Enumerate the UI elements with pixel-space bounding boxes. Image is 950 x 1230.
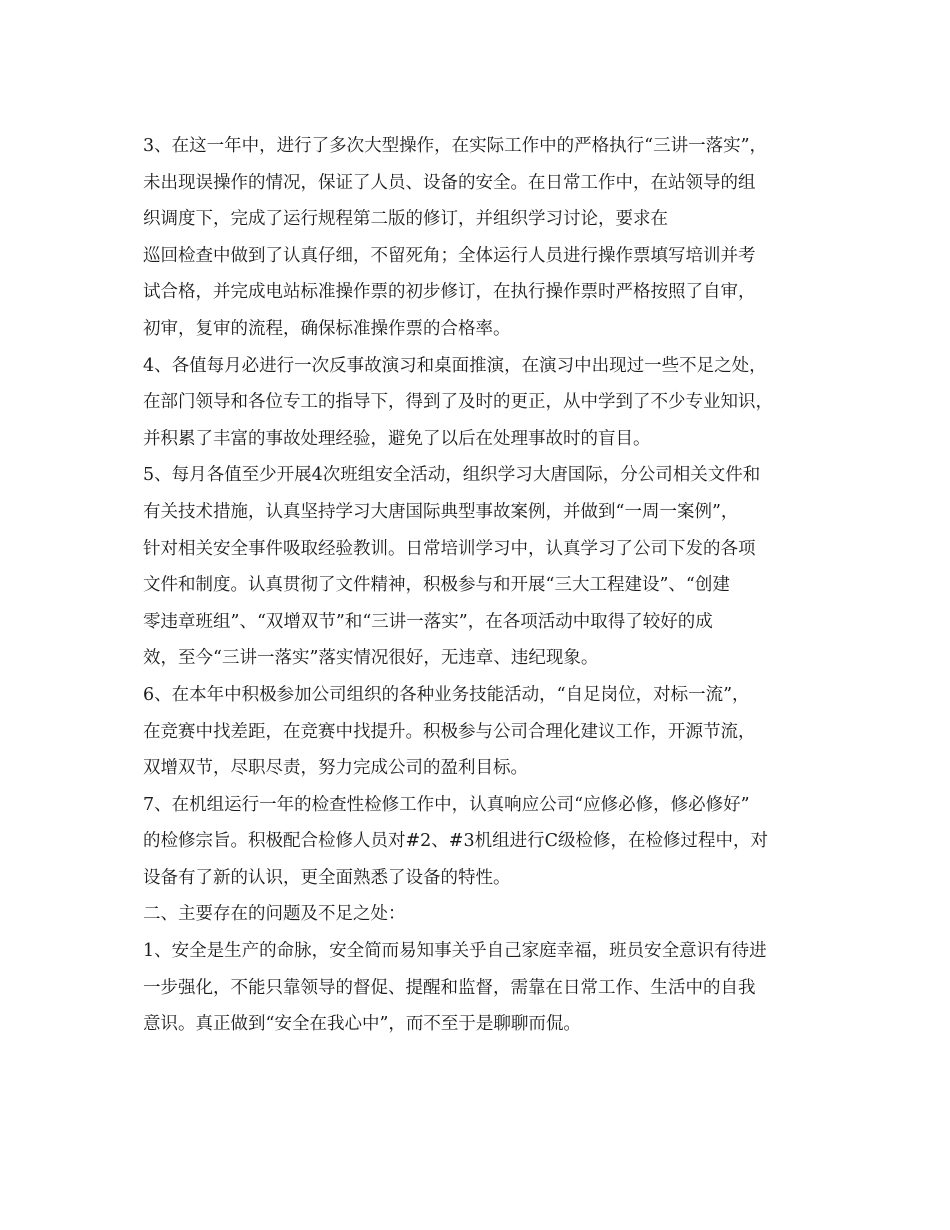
text-line: 巡回检查中做到了认真仔细，不留死角；全体运行人员进行操作票填写培训并考 <box>143 245 756 266</box>
text-line: 6、在本年中积极参加公司组织的各种业务技能活动，“自足岗位，对标一流”， <box>143 684 750 705</box>
text-line: 试合格，并完成电站标准操作票的初步修订，在执行操作票时严格按照了自审， <box>143 282 756 303</box>
text-line: 未出现误操作的情况，保证了人员、设备的安全。在日常工作中，在站领导的组 <box>143 172 756 193</box>
text-line: 7、在机组运行一年的检查性检修工作中，认真响应公司“应修必修，修必修好” <box>143 794 750 815</box>
text-line: 双增双节，尽职尽责，努力完成公司的盈利目标。 <box>143 758 528 779</box>
text-line: 5、每月各值至少开展4次班组安全活动，组织学习大唐国际，分公司相关文件和 <box>143 465 761 486</box>
text-line: 1、安全是生产的命脉，安全简而易知事关乎自己家庭幸福，班员安全意识有待进 <box>143 941 767 962</box>
text-line: 一步强化，不能只靠领导的督促、提醒和监督，需靠在日常工作、生活中的自我 <box>143 977 756 998</box>
text-line: 针对相关安全事件吸取经验教训。日常培训学习中，认真学习了公司下发的各项 <box>143 538 756 559</box>
document-body <box>143 128 823 1043</box>
text-line: 初审，复审的流程，确保标准操作票的合格率。 <box>143 318 511 339</box>
text-line: 有关技术措施，认真坚持学习大唐国际典型事故案例，并做到“一周一案例”， <box>143 501 739 522</box>
text-line: 意识。真正做到“安全在我心中”，而不至于是聊聊而侃。 <box>143 1014 581 1035</box>
text-line: 在部门领导和各位专工的指导下，得到了及时的更正，从中学到了不少专业知识， <box>143 392 773 413</box>
text-line: 文件和制度。认真贯彻了文件精神，积极参与和开展“三大工程建设”、“创建 <box>143 575 730 596</box>
text-line: 并积累了丰富的事故处理经验，避免了以后在处理事故时的盲目。 <box>143 428 651 449</box>
text-line: 织调度下，完成了运行规程第二版的修订，并组织学习讨论，要求在 <box>143 209 668 230</box>
text-line: 效，至今“三讲一落实”落实情况很好，无违章、违纪现象。 <box>143 648 599 669</box>
section-heading: 二、主要存在的问题及不足之处： <box>143 904 406 925</box>
text-line: 设备有了新的认识，更全面熟悉了设备的特性。 <box>143 867 511 888</box>
text-line: 的检修宗旨。积极配合检修人员对#2、#3机组进行C级检修，在检修过程中，对 <box>143 831 768 852</box>
text-line: 零违章班组”、“双增双节”和“三讲一落实”，在各项活动中取得了较好的成 <box>143 611 713 632</box>
text-line: 3、在这一年中，进行了多次大型操作，在实际工作中的严格执行“三讲一落实”， <box>143 136 768 156</box>
text-line: 4、各值每月必进行一次反事故演习和桌面推演，在演习中出现过一些不足之处， <box>143 355 767 376</box>
text-line: 在竞赛中找差距，在竞赛中找提升。积极参与公司合理化建议工作，开源节流， <box>143 721 756 742</box>
